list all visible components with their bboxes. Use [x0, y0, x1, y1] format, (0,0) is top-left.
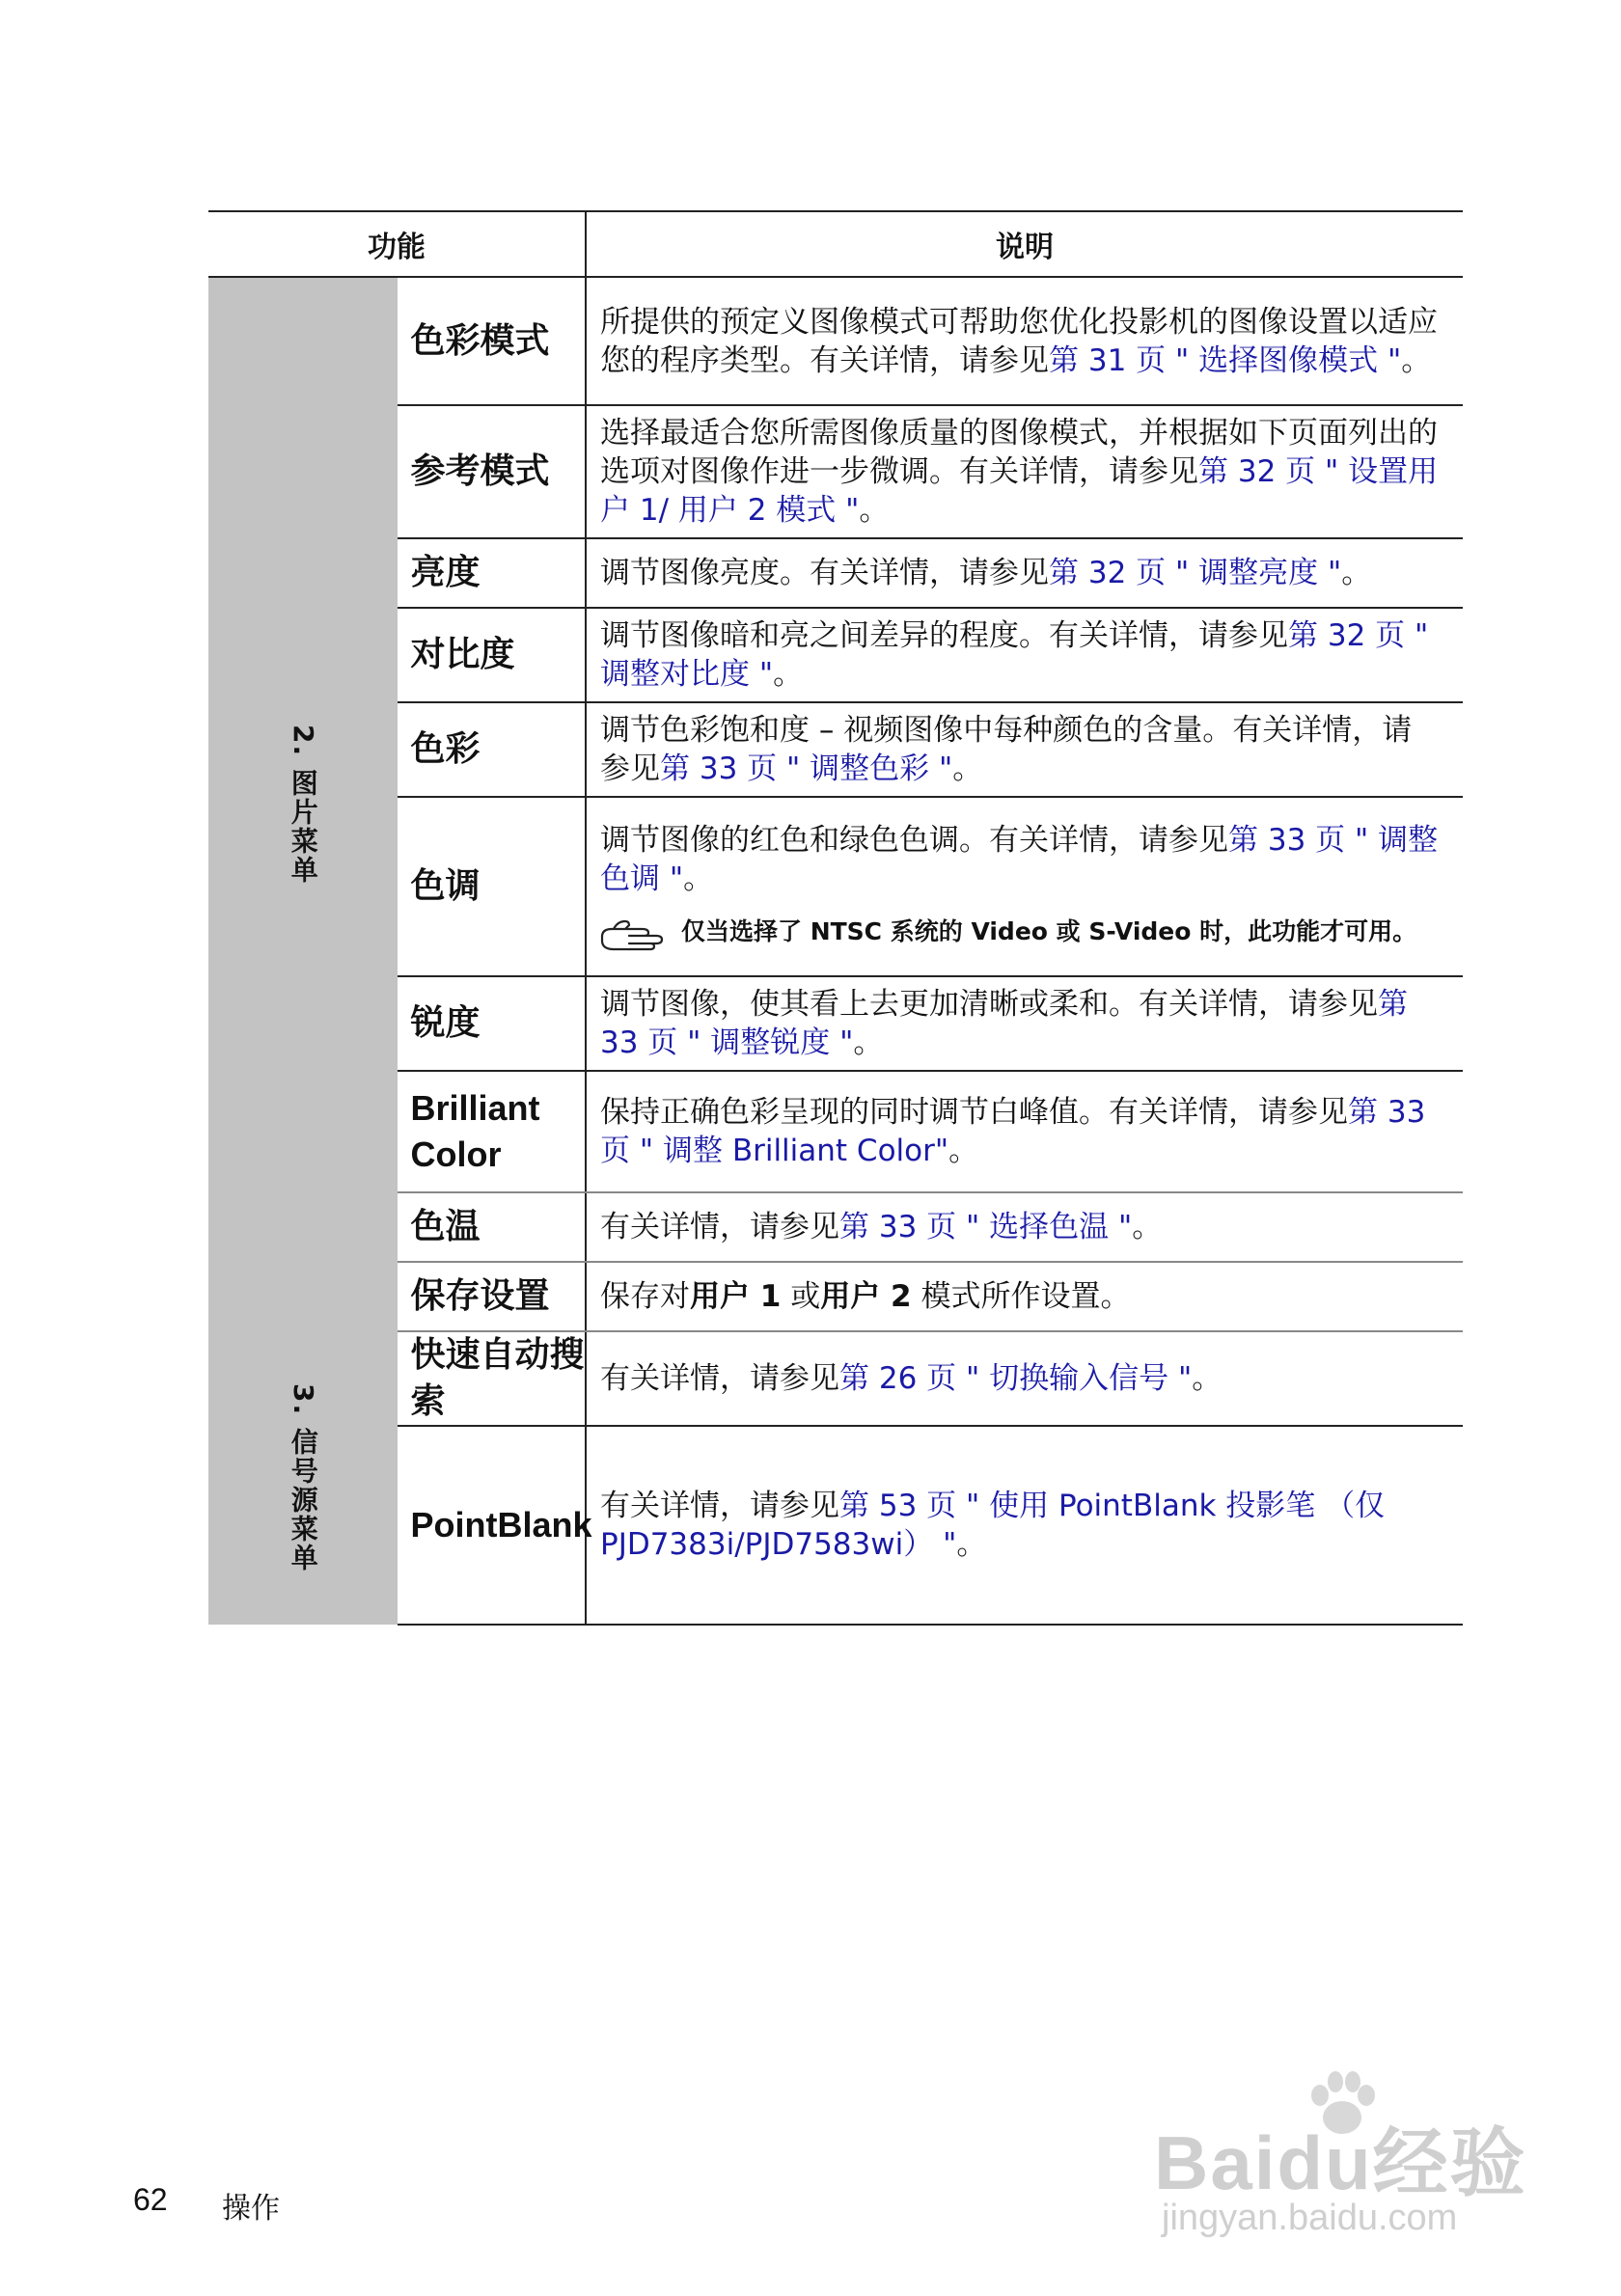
desc-tail: 。	[1132, 1210, 1163, 1244]
function-name: 快速自动搜索	[398, 1331, 587, 1426]
desc-bold: 用户 1	[690, 1279, 782, 1314]
desc-text: 调节图像亮度。有关详情，请参见	[600, 556, 1049, 590]
function-description	[586, 702, 1463, 797]
desc-text: 或	[781, 1279, 821, 1314]
page-link[interactable]: 第 33 页 " 调整色彩 "	[660, 752, 953, 786]
table-row	[208, 976, 1463, 1071]
function-description	[586, 1262, 1463, 1331]
function-name: 色彩	[398, 702, 587, 797]
page-link[interactable]: 第 33 页 " 调整锐度 "	[600, 987, 1408, 1060]
table-row	[208, 405, 1463, 538]
function-description	[586, 538, 1463, 608]
desc-text: 调节图像，使其看上去更加清晰或柔和。有关详情，请参见	[600, 987, 1378, 1022]
function-description	[586, 1071, 1463, 1192]
desc-text: 调节图像的红色和绿色色调。有关详情，请参见	[600, 823, 1228, 858]
section-label: 3. 信号源菜单	[287, 1383, 319, 1572]
table-row	[208, 702, 1463, 797]
watermark-url: jingyan.baidu.com	[1162, 2198, 1458, 2238]
header-description: 说明	[586, 211, 1463, 277]
function-name: 色温	[398, 1192, 587, 1262]
section-source-menu	[208, 1331, 398, 1625]
page-link[interactable]: 第 32 页 " 调整对比度 "	[600, 618, 1429, 692]
table-row	[208, 1331, 1463, 1426]
desc-text: 模式所作设置。	[911, 1279, 1131, 1314]
page-link[interactable]: 第 33 页 " 调整色调 "	[600, 823, 1439, 896]
header-function: 功能	[208, 211, 586, 277]
desc-tail: 。	[948, 1134, 979, 1168]
function-description	[586, 608, 1463, 702]
function-description	[586, 1331, 1463, 1426]
function-name: PointBlank	[398, 1426, 587, 1625]
page-link[interactable]: 第 53 页 " 使用 PointBlank 投影笔 （仅 PJD7383i/PJD7583wi） "	[600, 1489, 1386, 1562]
page-link[interactable]: 第 32 页 " 调整亮度 "	[1049, 556, 1342, 590]
table-row	[208, 277, 1463, 405]
page-link[interactable]: 第 31 页 " 选择图像模式 "	[1049, 342, 1402, 378]
desc-text: 有关详情，请参见	[600, 1361, 839, 1396]
desc-tail: 。	[1401, 342, 1432, 378]
function-name: 亮度	[398, 538, 587, 608]
function-name: 保存设置	[398, 1262, 587, 1331]
watermark-brand: Baidu经验	[1154, 2120, 1527, 2205]
desc-tail: 。	[956, 1527, 987, 1562]
page-link[interactable]: 第 26 页 " 切换输入信号 "	[839, 1361, 1193, 1396]
table-row	[208, 538, 1463, 608]
function-name: 锐度	[398, 976, 587, 1071]
table-row	[208, 1262, 1463, 1331]
function-description	[586, 1426, 1463, 1625]
table-row	[208, 1192, 1463, 1262]
desc-tail: 。	[683, 861, 714, 896]
desc-text: 保持正确色彩呈现的同时调节白峰值。有关详情，请参见	[600, 1095, 1348, 1130]
desc-text: 所提供的预定义图像模式可帮助您优化投影机的图像设置以适应您的程序类型。有关详情，请参见	[600, 304, 1438, 378]
section-label: 2. 图片菜单	[287, 724, 319, 885]
desc-tail: 。	[1341, 556, 1372, 590]
footer-section-title: 操作	[222, 2192, 280, 2226]
function-name: 色调	[398, 797, 587, 976]
function-name: 参考模式	[398, 405, 587, 538]
function-name: 色彩模式	[398, 277, 587, 405]
watermark	[1154, 2064, 1540, 2257]
table-row	[208, 1426, 1463, 1625]
pointing-hand-icon	[600, 917, 668, 952]
function-table	[208, 210, 1463, 1626]
table-row	[208, 1071, 1463, 1192]
function-name: Brilliant Color	[398, 1071, 587, 1192]
function-name: 对比度	[398, 608, 587, 702]
desc-text: 调节色彩饱和度 – 视频图像中每种颜色的含量。有关详情，请参见	[600, 713, 1413, 786]
table-header-row	[208, 211, 1463, 277]
table-row	[208, 608, 1463, 702]
desc-text: 调节图像暗和亮之间差异的程度。有关详情，请参见	[600, 618, 1288, 653]
desc-text: 有关详情，请参见	[600, 1210, 839, 1244]
section-picture-menu	[208, 277, 398, 1331]
function-description	[586, 277, 1463, 405]
table-row	[208, 797, 1463, 976]
desc-text: 有关详情，请参见	[600, 1489, 839, 1523]
desc-tail: 。	[859, 493, 890, 528]
function-description	[586, 976, 1463, 1071]
function-description	[586, 405, 1463, 538]
desc-tail: 。	[1192, 1361, 1223, 1396]
note-text: 仅当选择了 NTSC 系统的 Video 或 S-Video 时，此功能才可用。	[681, 917, 1417, 945]
desc-text: 保存对	[600, 1279, 690, 1314]
function-description	[586, 797, 1463, 976]
function-description	[586, 1192, 1463, 1262]
desc-text: 选择最适合您所需图像质量的图像模式，并根据如下页面列出的选项对图像作进一步微调。有关详情，请参见	[600, 416, 1438, 489]
desc-tail: 。	[853, 1025, 884, 1060]
page-link[interactable]: 第 33 页 " 调整 Brilliant Color"	[600, 1095, 1426, 1168]
note	[600, 916, 1442, 952]
desc-tail: 。	[952, 752, 983, 786]
page-link[interactable]: 第 33 页 " 选择色温 "	[839, 1210, 1133, 1244]
desc-bold: 用户 2	[820, 1279, 912, 1314]
page-number: 62	[133, 2182, 168, 2217]
page-link[interactable]: 第 32 页 " 设置用户 1/ 用户 2 模式 "	[600, 454, 1439, 528]
desc-tail: 。	[773, 657, 804, 692]
